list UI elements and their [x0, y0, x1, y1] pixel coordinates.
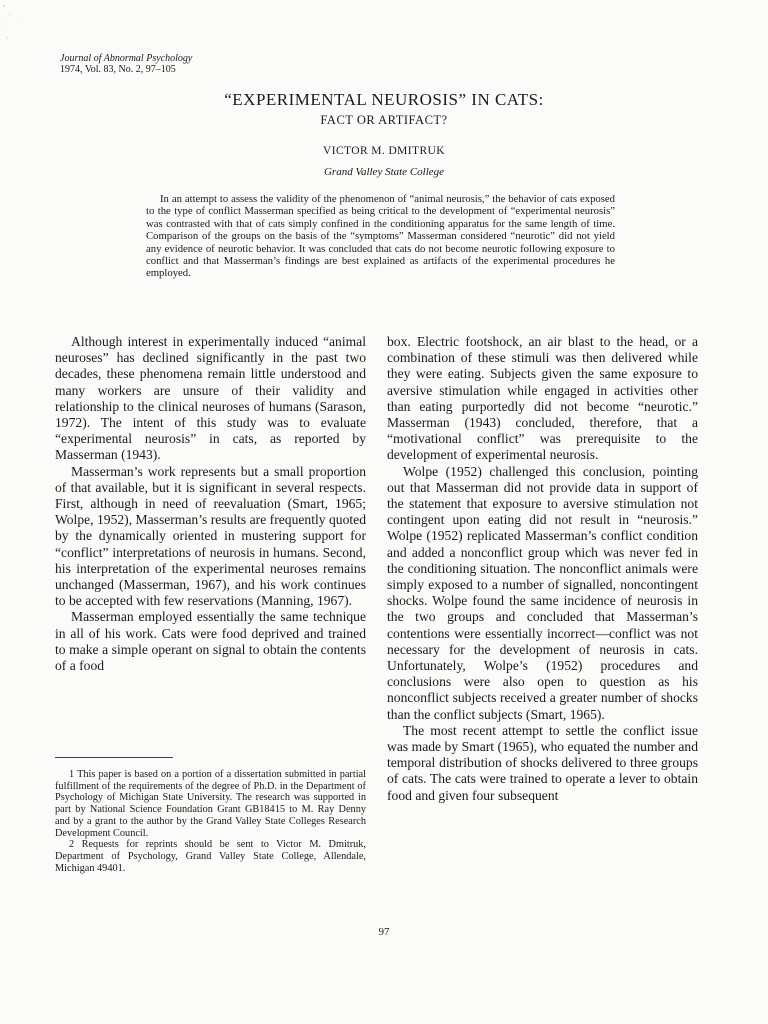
paragraph: Although interest in experimentally induced “animal neuroses” has declined significantly in the past two decades, these phenomena remain little understood and many workers are unsure of their validity and relationship to the clinical neuroses of humans (Sarason, 1972). The intent of this study was to evaluate “experimental neurosis” in cats, as reported by Masserman (1943). — [55, 334, 366, 463]
right-column — [387, 334, 698, 804]
journal-name: Journal of Abnormal Psychology — [60, 53, 193, 64]
paragraph: box. Electric footshock, an air blast to the head, or a combination of these stimuli was then delivered while they were eating. Subjects given the same exposure to aversive stimulation while engaged in activities other than eating purportedly did not become “neurotic.” Masserman (1943) concluded, therefore, that a “motivational conflict” was prerequisite to the development of experimental neurosis. — [387, 334, 698, 463]
paragraph: Wolpe (1952) challenged this conclusion, pointing out that Masserman did not provide data in support of the statement that exposure to aversive stimulation not contingent upon eating did not result in “neurosis.” Wolpe (1952) replicated Masserman’s conflict condition and added a nonconflict group which was never fed in the conditioning situation. The nonconflict animals were simply exposed to a number of signalled, noncontingent shocks. Wolpe found the same incidence of neurosis in the two groups and concluded that Masserman’s contentions were essentially incorrect—conflict was not necessary for the development of neurosis in cats. Unfortunately, Wolpe’s (1952) procedures and conclusions were also open to question as his nonconflict subjects received a greater number of shocks than the conflict subjects (Smart, 1965). — [387, 463, 698, 722]
author-name: VICTOR M. DMITRUK — [323, 145, 445, 157]
footnote-divider — [55, 757, 173, 758]
paragraph: Masserman’s work represents but a small proportion of that available, but it is significant in several respects. First, although in need of reevaluation (Smart, 1965; Wolpe, 1952), Masserman’s results are frequently quoted by the dynamically oriented in mustering support for “conflict” interpretations of neurosis in humans. Second, his interpretation of the experimental neuroses remains unchanged (Masserman, 1967), and his work continues to be accepted with few reservations (Manning, 1967). — [55, 463, 366, 609]
author-affiliation: Grand Valley State College — [323, 166, 445, 178]
footnote-2: 2 Requests for reprints should be sent to Victor M. Dmitruk, Department of Psychology, Grand Valley State College, Allendale, Michigan 49401. — [55, 839, 366, 874]
paragraph: Masserman employed essentially the same technique in all of his work. Cats were food deprived and trained to make a simple operant on signal to obtain the contents of a food — [55, 609, 366, 674]
scan-specks — [0, 0, 30, 60]
journal-citation: 1974, Vol. 83, No. 2, 97–105 — [60, 64, 176, 75]
left-column — [55, 334, 366, 674]
paper-title: “EXPERIMENTAL NEUROSIS” IN CATS: — [224, 90, 544, 109]
abstract: In an attempt to assess the validity of the phenomenon of “animal neurosis,” the behavior of cats exposed to the type of conflict Masserman specified as being critical to the development of “experimental neurosis” was contrasted with that of cats simply confined in the conditioning apparatus for the same length of time. Comparison of the groups on the basis of the “symptoms” Masserman considered “neurotic” did not yield any evidence of neurotic behavior. It was concluded that cats do not become neurotic following exposure to conflict and that Masserman’s findings are best explained as artifacts of the experimental procedures he employed. — [146, 193, 615, 280]
footnotes — [55, 769, 366, 874]
journal-header — [60, 53, 192, 75]
paragraph: The most recent attempt to settle the conflict issue was made by Smart (1965), who equated the number and temporal distribution of shocks delivered to three groups of cats. The cats were trained to operate a lever to obtain food and given four subsequent — [387, 722, 698, 803]
page-number: 97 — [378, 926, 390, 938]
footnote-1: 1 This paper is based on a portion of a dissertation submitted in partial fulfillment of the requirements of the degree of Ph.D. in the Department of Psychology of Michigan State University. The research was supported in part by National Science Foundation Grant GB18415 to M. Ray Denny and by a grant to the author by the Grand Valley State Colleges Research Development Council. — [55, 769, 366, 839]
paper-subtitle: FACT OR ARTIFACT? — [320, 113, 448, 127]
